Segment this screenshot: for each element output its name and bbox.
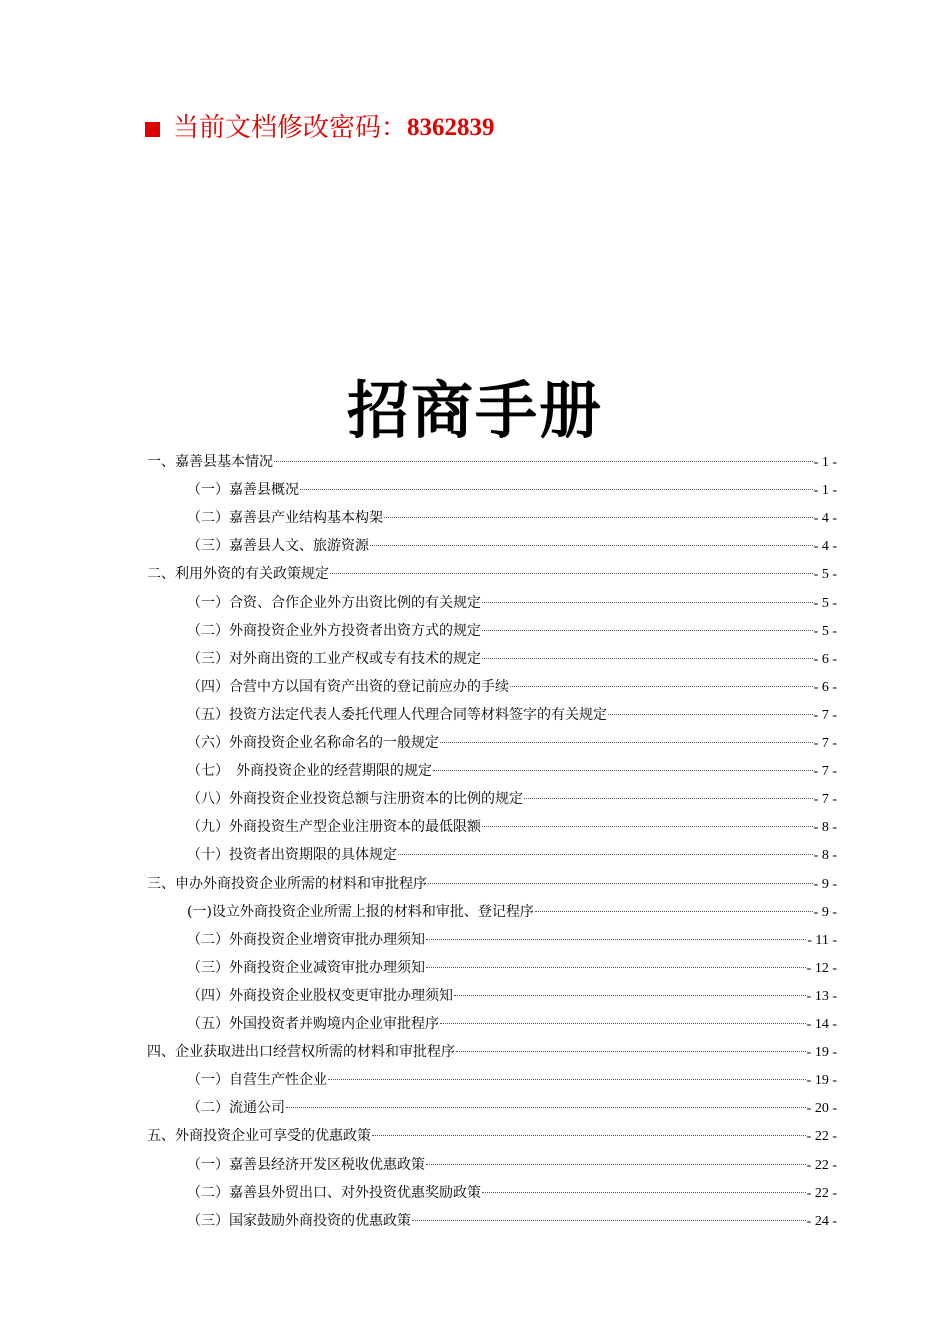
toc-page-number: - 5 - — [813, 567, 837, 583]
toc-dot-leader — [440, 1022, 806, 1024]
toc-dot-leader — [482, 657, 813, 659]
toc-dot-leader — [440, 741, 813, 743]
toc-page-number: - 24 - — [806, 1213, 837, 1229]
toc-page-number: - 20 - — [806, 1101, 837, 1117]
toc-page-number: - 11 - — [807, 932, 837, 948]
toc-entry-text: （一）嘉善县经济开发区税收优惠政策 — [187, 1156, 425, 1173]
toc-entry-text: （一）嘉善县概况 — [187, 482, 299, 499]
toc-dot-leader — [482, 601, 813, 603]
toc-entry[interactable] — [187, 1179, 837, 1207]
toc-entry-text: （八）外商投资企业投资总额与注册资本的比例的规定 — [187, 791, 523, 808]
toc-dot-leader — [482, 825, 813, 827]
toc-page-number: - 14 - — [806, 1017, 837, 1032]
toc-entry-text: （七） 外商投资企业的经营期限的规定 — [187, 763, 432, 780]
toc-entry[interactable] — [187, 729, 837, 757]
toc-dot-leader — [300, 488, 813, 490]
toc-entry-text: （九）外商投资生产型企业注册资本的最低限额 — [187, 819, 481, 836]
password-notice — [145, 108, 495, 148]
toc-dot-leader — [428, 882, 813, 884]
toc-entry[interactable] — [187, 1151, 837, 1179]
toc-page-number: - 4 - — [813, 539, 837, 555]
toc-dot-leader — [426, 966, 806, 968]
toc-entry[interactable] — [147, 870, 837, 898]
toc-page-number: - 1 - — [813, 455, 837, 470]
toc-entry[interactable] — [187, 813, 837, 841]
toc-entry-text: （二）外商投资企业增资审批办理须知 — [187, 931, 425, 948]
toc-page-number: - 13 - — [806, 988, 837, 1004]
toc-entry-text: （三）国家鼓励外商投资的优惠政策 — [187, 1212, 411, 1229]
toc-dot-leader — [510, 685, 813, 687]
toc-entry[interactable] — [147, 448, 837, 476]
toc-entry-text: （四）外商投资企业股权变更审批办理须知 — [187, 987, 453, 1004]
toc-entry-text: （十）投资者出资期限的具体规定 — [187, 847, 397, 864]
toc-entry-text: 四、企业获取进出口经营权所需的材料和审批程序 — [147, 1044, 455, 1061]
toc-entry[interactable] — [147, 1038, 837, 1066]
toc-dot-leader — [524, 797, 813, 799]
toc-entry[interactable] — [187, 476, 837, 504]
toc-page-number: - 7 - — [813, 764, 837, 780]
toc-entry[interactable] — [187, 617, 837, 645]
toc-entry-text: （四）合营中方以国有资产出资的登记前应办的手续 — [187, 678, 509, 695]
toc-page-number: - 22 - — [806, 1129, 837, 1145]
toc-entry-text: （三）对外商出资的工业产权或专有技术的规定 — [187, 650, 481, 667]
toc-entry-text: （六）外商投资企业名称命名的一般规定 — [187, 735, 439, 751]
toc-page-number: - 7 - — [813, 736, 837, 751]
toc-entry[interactable] — [187, 982, 837, 1010]
toc-entry-text: （二）嘉善县产业结构基本构架 — [187, 510, 383, 527]
toc-entry-text: （五）投资方法定代表人委托代理人代理合同等材料签字的有关规定 — [187, 706, 607, 723]
toc-entry[interactable] — [187, 504, 837, 532]
toc-page-number: - 7 - — [813, 792, 837, 808]
toc-entry[interactable] — [187, 841, 837, 869]
toc-page-number: - 1 - — [813, 483, 837, 499]
toc-entry[interactable] — [187, 532, 837, 560]
toc-dot-leader — [426, 938, 806, 940]
toc-entry-text: 一、嘉善县基本情况 — [147, 454, 273, 470]
toc-entry[interactable] — [147, 1122, 837, 1150]
toc-page-number: - 5 - — [813, 623, 837, 639]
toc-dot-leader — [412, 1219, 806, 1221]
toc-page-number: - 9 - — [813, 904, 837, 920]
toc-dot-leader — [274, 460, 813, 462]
toc-entry-text: （二）流通公司 — [187, 1100, 285, 1117]
toc-dot-leader — [328, 1078, 806, 1080]
toc-page-number: - 7 - — [813, 707, 837, 723]
toc-entry[interactable] — [187, 926, 837, 954]
toc-page-number: - 12 - — [806, 960, 837, 976]
toc-dot-leader — [330, 572, 813, 574]
toc-dot-leader — [608, 713, 813, 715]
toc-entry[interactable] — [187, 1010, 837, 1038]
toc-entry[interactable] — [187, 757, 837, 785]
toc-dot-leader — [370, 544, 813, 546]
square-icon — [145, 122, 160, 137]
toc-dot-leader — [384, 516, 813, 518]
toc-dot-leader — [398, 853, 813, 855]
toc-dot-leader — [482, 1191, 806, 1193]
toc-entry[interactable] — [187, 673, 837, 701]
toc-entry-text: 二、利用外资的有关政策规定 — [147, 566, 329, 583]
toc-page-number: - 6 - — [813, 679, 837, 695]
toc-entry-text: 三、申办外商投资企业所需的材料和审批程序 — [147, 875, 427, 892]
toc-entry[interactable] — [187, 898, 837, 926]
toc-page-number: - 5 - — [813, 595, 837, 611]
password-value: 8362839 — [407, 114, 495, 141]
toc-entry[interactable] — [187, 589, 837, 617]
toc-entry-text: （五）外国投资者并购境内企业审批程序 — [187, 1016, 439, 1032]
toc-page-number: - 4 - — [813, 511, 837, 527]
toc-dot-leader — [454, 994, 806, 996]
toc-dot-leader — [426, 1163, 806, 1165]
toc-page-number: - 9 - — [813, 876, 837, 892]
toc-dot-leader — [456, 1050, 806, 1052]
toc-entry-text: （一）合资、合作企业外方出资比例的有关规定 — [187, 594, 481, 611]
toc-page-number: - 8 - — [813, 820, 837, 836]
toc-page-number: - 22 - — [806, 1185, 837, 1201]
toc-dot-leader — [286, 1106, 806, 1108]
toc-entry[interactable] — [187, 1066, 837, 1094]
toc-page-number: - 8 - — [813, 848, 837, 864]
toc-entry[interactable] — [187, 954, 837, 982]
toc-dot-leader — [482, 629, 813, 631]
toc-entry-text: （三）嘉善县人文、旅游资源 — [187, 538, 369, 555]
toc-page-number: - 6 - — [813, 651, 837, 667]
toc-dot-leader — [433, 769, 813, 771]
toc-entry[interactable] — [147, 560, 837, 588]
toc-page-number: - 19 - — [806, 1073, 837, 1089]
toc-entry-text: （二）外商投资企业外方投资者出资方式的规定 — [187, 622, 481, 639]
toc-entry-text: （二）嘉善县外贸出口、对外投资优惠奖励政策 — [187, 1184, 481, 1201]
toc-entry-text: (一)设立外商投资企业所需上报的材料和审批、登记程序 — [187, 903, 534, 920]
toc-entry[interactable] — [187, 1207, 837, 1235]
password-label: 当前文档修改密码： — [173, 113, 408, 143]
document-title: 招商手册 — [346, 374, 603, 447]
toc-entry[interactable] — [187, 645, 837, 673]
toc-entry-text: （三）外商投资企业减资审批办理须知 — [187, 959, 425, 976]
toc-dot-leader — [535, 910, 813, 912]
toc-page-number: - 19 - — [806, 1045, 837, 1061]
toc-entry-text: 五、外商投资企业可享受的优惠政策 — [147, 1128, 371, 1145]
toc-entry-text: （一）自营生产性企业 — [187, 1072, 327, 1089]
toc-entry[interactable] — [187, 701, 837, 729]
toc-page-number: - 22 - — [806, 1157, 837, 1173]
toc-entry[interactable] — [187, 785, 837, 813]
toc-dot-leader — [372, 1134, 806, 1136]
toc-entry[interactable] — [187, 1094, 837, 1122]
